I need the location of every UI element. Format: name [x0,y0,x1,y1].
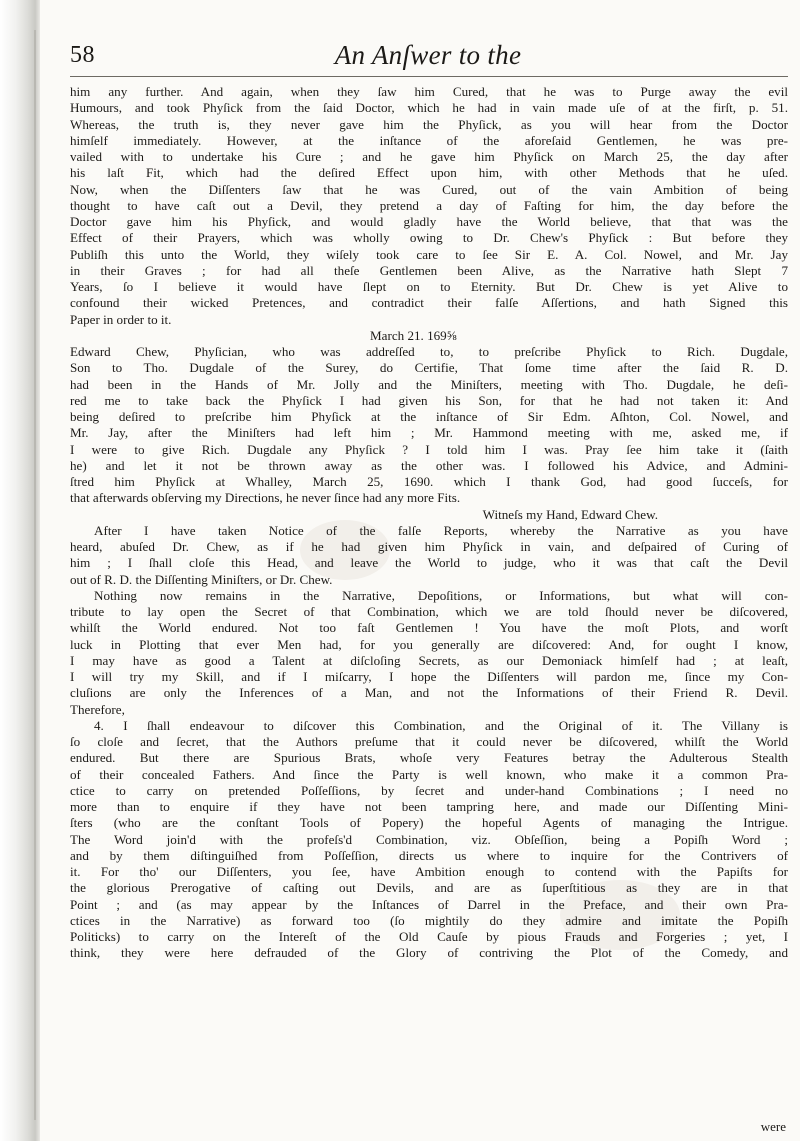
text-line: The Word join'd with the profeſs'd Combination, viz. Obſeſſion, being a Popiſh Word ; [70,831,788,847]
body-text [70,84,788,962]
text-line: ſo cloſe and ſecret, that the Authors preſume that it could never be diſcovered, whilſt the World [70,734,788,749]
text-line: ctice to carry on pretended Poſſeſſions, by ſecret and under-hand Combinations ; I need no [70,782,788,798]
text-line: Years, ſo I believe it would have ſlept on to Eternity. But Dr. Chew is yet Alive to [70,279,788,294]
certificate-signature: Witneſs my Hand, Edward Chew. [482,506,658,522]
text-line: vailed with to undertake his Cure ; and he gave him Phyſick on March 25, the day after [70,149,788,164]
text-line: red me to take back the Phyſick I had given his Son, for that he had not taken it: And [70,392,788,408]
text-line: him any further. And again, when they ſaw him Cured, that he was to Purge away the evil [70,84,788,99]
text-line: had been in the Hands of Mr. Jolly and the Miniſters, meeting with Tho. Dugdale, he deſi- [70,376,788,392]
catchword: were [760,1119,786,1134]
header-rule [70,76,788,77]
text-line: his laſt Fit, which had the deſired Effect upon him, with other Methods that he uſed. [70,165,788,181]
text-line: Paper in order to it. [70,311,172,327]
certificate-date: March 21. 169⅝ [370,327,457,343]
text-line: he) and let it not be thrown away as the other was. I followed his Advice, and Admini- [70,457,788,473]
text-line: being deſired to preſcribe him Phyſick at the inſtance of Sir Edm. Aſhton, Col. Nowel, and [70,409,788,424]
text-line: Politicks) to carry on the Intereſt of the Old Cauſe by pious Frauds and Forgeries ; yet, I [70,929,788,944]
text-line: in their Graves ; for had all theſe Gentlemen been Alive, as the Narrative hath Slept 7 [70,262,788,278]
text-line: Edward Chew, Phyſician, who was addreſſed to, to preſcribe Phyſick to Rich. Dugdale, [70,344,788,359]
text-line: confound their wicked Pretences, and contradict their falſe Aſſertions, and hath Signed this [70,295,788,311]
text-line: Mr. Jay, after the Miniſters had left him ; Mr. Hammond meeting with me, asked me, if [70,425,788,441]
text-line: it. For tho' our Diſſenters, you ſee, have Ambition enough to contend with the Papiſts for [70,864,788,879]
text-line: him ; I ſhall cloſe this Head, and leave the World to judge, who it was that caſt the Devil [70,555,788,571]
text-line: out of R. D. the Diſſenting Miniſters, or Dr. Chew. [70,571,333,587]
text-line: thought to have caſt out a Devil, they pretend a day of Faſting for him, the day before the [70,197,788,213]
text-line: Whereas, the truth is, they never gave him the Phyſick, as you will hear from the Doctor [70,116,788,132]
text-line: and by them diſtinguiſhed from Poſſeſſion, directs us where to inquire for the Contrivers of [70,847,788,863]
text-line: 4. I ſhall endeavour to diſcover this Combination, and the Original of it. The Villany is [94,717,788,733]
text-line: cluſions are only the Inferences of a Man, and not the Informations of their Friend R. Devil. [70,685,788,701]
text-line: of their concealed Fathers. And ſince the Party is well known, who make it a common Pra- [70,766,788,782]
running-head: An Anſwer to the [334,40,522,70]
text-line: the glorious Prerogative of caſting out Devils, and are as ſuperſtitious as they are in that [70,880,788,896]
text-line: heard, abuſed Dr. Chew, as if he had given him Phyſick in vain, and deſpaired of Curing of [70,539,788,554]
text-line: whilſt the World endured. Not too faſt Gentlemen ! You have the moſt Plots, and worſt [70,620,788,636]
text-line: After I have taken Notice of the falſe Reports, whereby the Narrative as you have [94,522,788,538]
text-line: I may have as good a Talent at diſcloſing Secrets, as our Demoniack himſelf had ; at leaſt, [70,652,788,668]
page-header [70,40,786,80]
text-line: Publiſh this unto the World, they wiſely took care to ſee Sir E. A. Col. Nowel, and Mr. Jay [70,246,788,262]
text-line: ſters (who are the conſtant Tools of Popery) the hopeful Agents of managing the Intrigue. [70,815,788,831]
text-line: that afterwards obſerving my Directions, he never ſince had any more Fits. [70,490,461,506]
text-line: Humours, and took Phyſick from the ſaid Doctor, which he had in vain made uſe of at the firſt, p. 51. [70,100,788,116]
text-line: Now, when the Diſſenters ſaw that he was Cured, out of the vain Ambition of being [70,181,788,197]
text-line: Son to Tho. Dugdale of the Surey, do Certifie, That ſome time after the ſaid R. D. [70,360,788,376]
text-line: ſtred him Phyſick at Whalley, March 25, 1690. which I thank God, had good ſucceſs, for [70,474,788,489]
text-line: Point ; and (as may appear by the Inſtances of Darrel in the Preface, and their own Pra- [70,896,788,912]
text-line: luck in Plotting that ever Men had, for you generally are diſcovered: And, for ought I know, [70,636,788,652]
text-line: tribute to lay open the Secret of that Combination, which we are told ſhould never be diſcovered, [70,604,788,619]
text-line: I will try my Skill, and if I miſcarry, I hope the Diſſenters will pardon me, ſince my Con- [70,669,788,684]
text-line: I were to give Rich. Dugdale any Phyſick ? I told him I was. Pray ſee him take it (ſaith [70,441,788,457]
text-line: Effect of their Prayers, which was wholly owing to Dr. Chew's Phyſick : But before they [70,230,788,246]
text-line: more than to enquire if they have not been tampring here, and made our Diſſenting Mini- [70,799,788,814]
text-line: endured. But there are Spurious Brats, whoſe very Features betray the Adulterous Stealth [70,750,788,766]
text-line: Doctor gave him his Phyſick, and would gladly have the World believe, that that was the [70,214,788,229]
binding-shadow-line [34,30,36,1120]
text-line: himſelf immediately. However, at the inſtance of the aforeſaid Gentlemen, he was pre- [70,132,788,148]
text-line: think, they were here defrauded of the Glory of contriving the Plot of the Comedy, and [70,945,788,961]
page-number: 58 [70,42,95,68]
text-line: ctices in the Narrative) as forward too (ſo mightily do they admire and imitate the Popiſh [70,912,788,928]
text-line: Therefore, [70,701,125,717]
text-line: Nothing now remains in the Narrative, Depoſitions, or Informations, but what will con- [94,587,788,603]
